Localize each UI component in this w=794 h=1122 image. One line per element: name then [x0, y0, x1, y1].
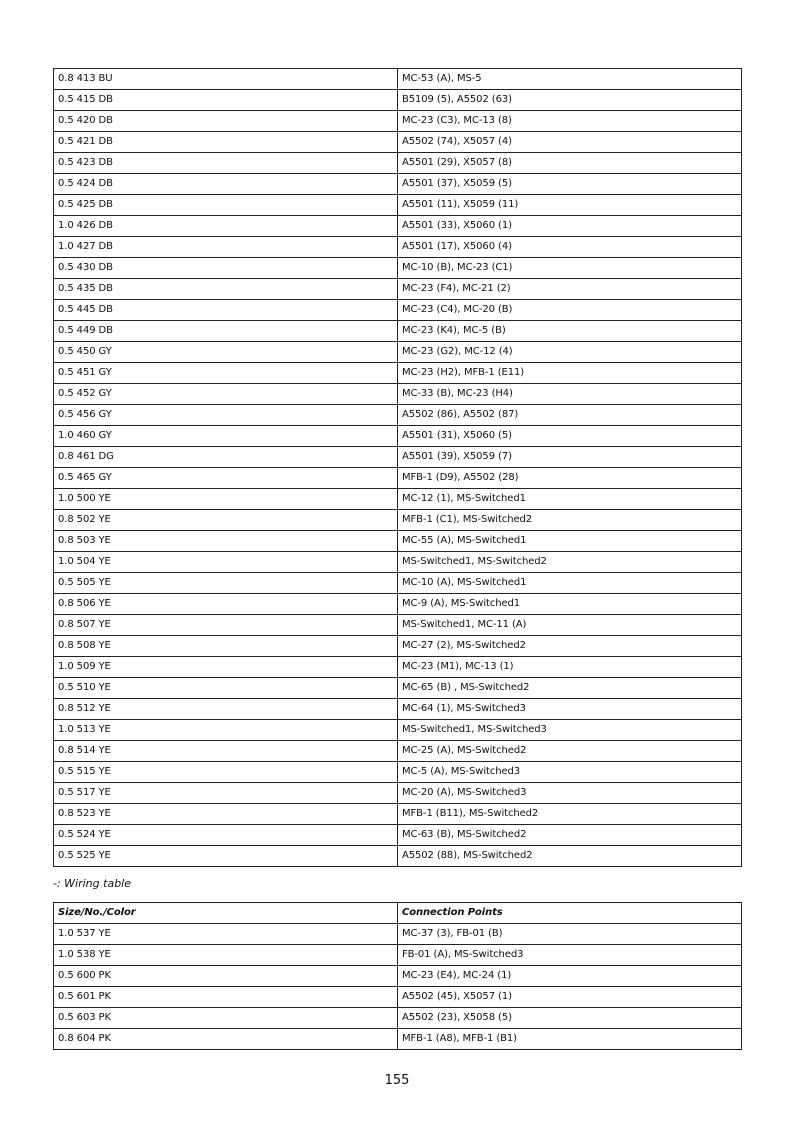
table-row [54, 657, 742, 678]
cell-connection-points: MC-23 (G2), MC-12 (4) [398, 342, 742, 363]
cell-size-no-color: 0.5 425 DB [54, 195, 398, 216]
wiring-table-body [54, 903, 742, 1050]
cell-size-no-color: 0.8 506 YE [54, 594, 398, 615]
column-header-connection-points: Connection Points [398, 903, 742, 924]
cell-connection-points: A5501 (11), X5059 (11) [398, 195, 742, 216]
table-row [54, 447, 742, 468]
cell-size-no-color: 0.8 512 YE [54, 699, 398, 720]
wiring-table [53, 902, 742, 1050]
cell-size-no-color: 0.5 451 GY [54, 363, 398, 384]
table-row [54, 966, 742, 987]
cell-connection-points: A5502 (86), A5502 (87) [398, 405, 742, 426]
wiring-table-body [54, 69, 742, 867]
cell-size-no-color: 0.5 525 YE [54, 846, 398, 867]
table-row [54, 699, 742, 720]
cell-connection-points: MFB-1 (C1), MS-Switched2 [398, 510, 742, 531]
cell-connection-points: MFB-1 (D9), A5502 (28) [398, 468, 742, 489]
cell-connection-points: MC-10 (A), MS-Switched1 [398, 573, 742, 594]
cell-size-no-color: 0.5 415 DB [54, 90, 398, 111]
table-row [54, 363, 742, 384]
table-header-row [54, 903, 742, 924]
cell-size-no-color: 0.5 465 GY [54, 468, 398, 489]
table-row [54, 90, 742, 111]
cell-connection-points: A5502 (74), X5057 (4) [398, 132, 742, 153]
table-row [54, 384, 742, 405]
table-row [54, 573, 742, 594]
cell-size-no-color: 0.8 503 YE [54, 531, 398, 552]
cell-connection-points: MC-23 (K4), MC-5 (B) [398, 321, 742, 342]
page-number: 155 [384, 1073, 410, 1088]
cell-connection-points: A5501 (31), X5060 (5) [398, 426, 742, 447]
cell-connection-points: MC-12 (1), MS-Switched1 [398, 489, 742, 510]
cell-size-no-color: 0.5 524 YE [54, 825, 398, 846]
cell-size-no-color: 1.0 509 YE [54, 657, 398, 678]
cell-connection-points: MC-23 (M1), MC-13 (1) [398, 657, 742, 678]
wiring-table-continued [53, 68, 742, 867]
table-caption: -: Wiring table [53, 877, 131, 890]
table-row [54, 615, 742, 636]
cell-connection-points: MFB-1 (B11), MS-Switched2 [398, 804, 742, 825]
cell-size-no-color: 0.5 600 PK [54, 966, 398, 987]
table-row [54, 510, 742, 531]
cell-size-no-color: 0.5 452 GY [54, 384, 398, 405]
cell-size-no-color: 0.5 423 DB [54, 153, 398, 174]
cell-connection-points: A5501 (33), X5060 (1) [398, 216, 742, 237]
cell-size-no-color: 1.0 537 YE [54, 924, 398, 945]
table-row [54, 237, 742, 258]
cell-connection-points: MC-55 (A), MS-Switched1 [398, 531, 742, 552]
cell-connection-points: A5502 (45), X5057 (1) [398, 987, 742, 1008]
table-row [54, 321, 742, 342]
cell-size-no-color: 0.5 517 YE [54, 783, 398, 804]
cell-connection-points: MC-23 (C3), MC-13 (8) [398, 111, 742, 132]
table-row [54, 342, 742, 363]
table-row [54, 720, 742, 741]
cell-connection-points: FB-01 (A), MS-Switched3 [398, 945, 742, 966]
cell-size-no-color: 1.0 500 YE [54, 489, 398, 510]
cell-size-no-color: 0.5 424 DB [54, 174, 398, 195]
table-row [54, 258, 742, 279]
table-row [54, 195, 742, 216]
table-row [54, 111, 742, 132]
table-row [54, 132, 742, 153]
cell-size-no-color: 1.0 426 DB [54, 216, 398, 237]
cell-size-no-color: 0.8 514 YE [54, 741, 398, 762]
cell-size-no-color: 1.0 427 DB [54, 237, 398, 258]
cell-size-no-color: 0.5 510 YE [54, 678, 398, 699]
cell-connection-points: MC-33 (B), MC-23 (H4) [398, 384, 742, 405]
cell-connection-points: MC-37 (3), FB-01 (B) [398, 924, 742, 945]
cell-size-no-color: 0.8 461 DG [54, 447, 398, 468]
table-row [54, 825, 742, 846]
column-header-size-no-color: Size/No./Color [54, 903, 398, 924]
table-row [54, 924, 742, 945]
cell-size-no-color: 0.5 456 GY [54, 405, 398, 426]
table-row [54, 846, 742, 867]
table-row [54, 741, 742, 762]
cell-connection-points: A5502 (23), X5058 (5) [398, 1008, 742, 1029]
table-row [54, 678, 742, 699]
table-row [54, 69, 742, 90]
cell-connection-points: MC-5 (A), MS-Switched3 [398, 762, 742, 783]
cell-connection-points: B5109 (5), A5502 (63) [398, 90, 742, 111]
table-row [54, 153, 742, 174]
cell-size-no-color: 0.5 603 PK [54, 1008, 398, 1029]
cell-size-no-color: 0.8 502 YE [54, 510, 398, 531]
cell-connection-points: MS-Switched1, MS-Switched3 [398, 720, 742, 741]
table-row [54, 468, 742, 489]
cell-connection-points: A5502 (88), MS-Switched2 [398, 846, 742, 867]
cell-connection-points: MC-23 (E4), MC-24 (1) [398, 966, 742, 987]
cell-size-no-color: 1.0 513 YE [54, 720, 398, 741]
cell-size-no-color: 0.5 420 DB [54, 111, 398, 132]
cell-size-no-color: 0.5 515 YE [54, 762, 398, 783]
cell-connection-points: MC-27 (2), MS-Switched2 [398, 636, 742, 657]
cell-connection-points: MC-25 (A), MS-Switched2 [398, 741, 742, 762]
table-row [54, 804, 742, 825]
cell-connection-points: MC-23 (H2), MFB-1 (E11) [398, 363, 742, 384]
cell-connection-points: MC-23 (F4), MC-21 (2) [398, 279, 742, 300]
table-row [54, 489, 742, 510]
cell-connection-points: MS-Switched1, MS-Switched2 [398, 552, 742, 573]
cell-size-no-color: 0.8 508 YE [54, 636, 398, 657]
cell-size-no-color: 0.5 421 DB [54, 132, 398, 153]
table-row [54, 426, 742, 447]
cell-connection-points: MS-Switched1, MC-11 (A) [398, 615, 742, 636]
cell-size-no-color: 0.8 413 BU [54, 69, 398, 90]
cell-size-no-color: 0.8 523 YE [54, 804, 398, 825]
table-row [54, 405, 742, 426]
cell-size-no-color: 0.5 435 DB [54, 279, 398, 300]
cell-connection-points: MC-23 (C4), MC-20 (B) [398, 300, 742, 321]
cell-connection-points: MC-65 (B) , MS-Switched2 [398, 678, 742, 699]
cell-size-no-color: 0.5 450 GY [54, 342, 398, 363]
table-row [54, 945, 742, 966]
cell-connection-points: MC-20 (A), MS-Switched3 [398, 783, 742, 804]
table-row [54, 783, 742, 804]
cell-connection-points: MC-64 (1), MS-Switched3 [398, 699, 742, 720]
cell-connection-points: A5501 (29), X5057 (8) [398, 153, 742, 174]
cell-size-no-color: 0.8 604 PK [54, 1029, 398, 1050]
cell-connection-points: MC-53 (A), MS-5 [398, 69, 742, 90]
table-row [54, 636, 742, 657]
cell-size-no-color: 0.5 445 DB [54, 300, 398, 321]
cell-size-no-color: 1.0 460 GY [54, 426, 398, 447]
cell-connection-points: MC-9 (A), MS-Switched1 [398, 594, 742, 615]
cell-size-no-color: 0.8 507 YE [54, 615, 398, 636]
cell-connection-points: MC-10 (B), MC-23 (C1) [398, 258, 742, 279]
cell-size-no-color: 1.0 538 YE [54, 945, 398, 966]
cell-connection-points: A5501 (39), X5059 (7) [398, 447, 742, 468]
cell-size-no-color: 0.5 601 PK [54, 987, 398, 1008]
table-row [54, 1029, 742, 1050]
cell-size-no-color: 0.5 430 DB [54, 258, 398, 279]
table-row [54, 1008, 742, 1029]
table-row [54, 762, 742, 783]
table-row [54, 552, 742, 573]
cell-connection-points: MC-63 (B), MS-Switched2 [398, 825, 742, 846]
table-row [54, 279, 742, 300]
cell-size-no-color: 0.5 505 YE [54, 573, 398, 594]
table-row [54, 300, 742, 321]
cell-connection-points: A5501 (37), X5059 (5) [398, 174, 742, 195]
cell-connection-points: MFB-1 (A8), MFB-1 (B1) [398, 1029, 742, 1050]
table-row [54, 594, 742, 615]
table-row [54, 531, 742, 552]
table-row [54, 987, 742, 1008]
table-row [54, 216, 742, 237]
cell-connection-points: A5501 (17), X5060 (4) [398, 237, 742, 258]
cell-size-no-color: 1.0 504 YE [54, 552, 398, 573]
cell-size-no-color: 0.5 449 DB [54, 321, 398, 342]
table-row [54, 174, 742, 195]
